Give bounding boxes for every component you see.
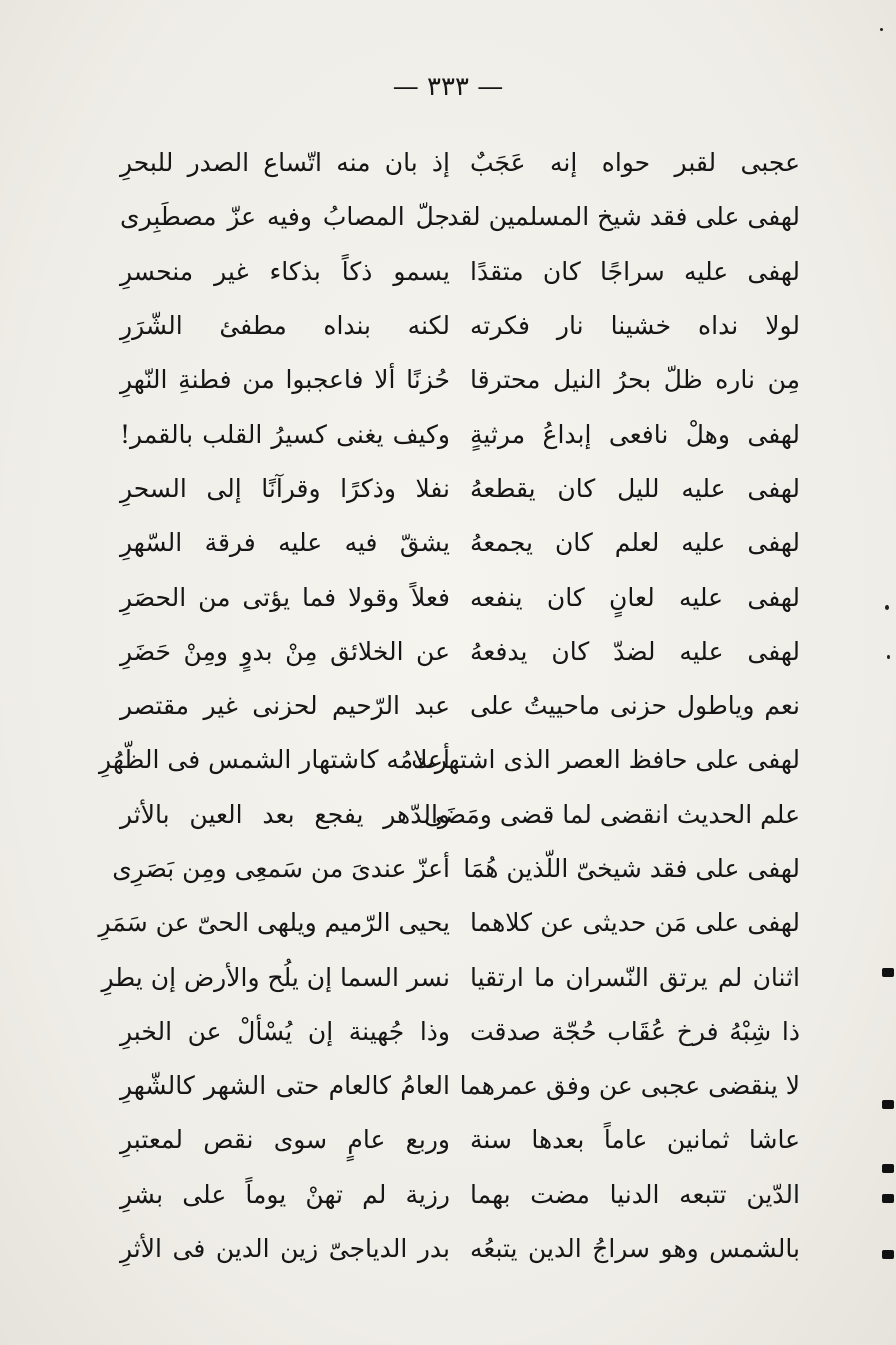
verse-first-hemistich: لا ينقضى عجبى عن وفق عمرهما <box>459 1071 800 1101</box>
verse-first-hemistich: لولا نداه خشينا نار فكرته <box>470 311 800 341</box>
verse-line <box>120 407 800 461</box>
verse-second-hemistich: بدر الدياجىّ زين الدين فى الأثرِ <box>120 1234 450 1264</box>
verse-second-hemistich: إذ بان منه اتّساع الصدر للبحرِ <box>120 148 450 178</box>
verse-second-hemistich: العامُ كالعام حتى الشهر كالشّهرِ <box>120 1071 450 1101</box>
verse-first-hemistich: لهفى على حافظ العصر الذى اشتهرت <box>411 745 800 775</box>
verse-first-hemistich: لهفى على مَن حديثى عن كلاهما <box>470 908 800 938</box>
verse-line <box>99 733 800 787</box>
verse-second-hemistich: لكنه بنداه مطفئ الشّرَرِ <box>120 311 450 341</box>
verse-line <box>120 570 800 624</box>
verse-first-hemistich: عاشا ثمانين عاماً بعدها سنة <box>470 1125 800 1155</box>
verse-line <box>120 516 800 570</box>
scan-edge-mark <box>882 1164 894 1173</box>
scan-speck <box>885 605 889 610</box>
verse-first-hemistich: لهفى على فقد شيخىّ اللّذين هُمَا <box>463 854 800 883</box>
verse-line <box>120 462 800 516</box>
scan-edge-mark <box>882 1100 894 1109</box>
verse-second-hemistich: أعزّ عندىَ من سَمعِى ومِن بَصَرِى <box>112 854 450 883</box>
verse-second-hemistich: حُزنًا ألا فاعجبوا من فطنةِ النّهرِ <box>120 365 450 395</box>
verse-second-hemistich: وكيف يغنى كسيرُ القلب بالقمر! <box>120 419 450 449</box>
verse-line <box>101 950 800 1004</box>
verse-second-hemistich: رزية لم تهنْ يوماً على بشرِ <box>120 1179 450 1209</box>
scan-speck <box>887 655 890 659</box>
verse-first-hemistich: لهفى عليه لليل كان يقطعهُ <box>470 473 800 503</box>
verse-first-hemistich: لهفى عليه لضدّ كان يدفعهُ <box>470 636 800 666</box>
scan-edge-mark <box>882 968 894 977</box>
verse-second-hemistich: يسمو ذكاً بذكاء غير منحسرِ <box>120 256 450 286</box>
verse-second-hemistich: يشقّ فيه عليه فرقة السّهرِ <box>120 528 450 558</box>
verse-second-hemistich: نفلا وذكرًا وقرآنًا إلى السحرِ <box>120 473 450 503</box>
verse-first-hemistich: لهفى عليه لعانٍ كان ينفعه <box>470 582 800 612</box>
scan-edge-mark <box>882 1194 894 1203</box>
verse-first-hemistich: الدّين تتبعه الدنيا مضت بهما <box>470 1179 800 1209</box>
verse-second-hemistich: يحيى الرّميم ويلهى الحىّ عن سَمَرِ <box>98 908 450 938</box>
verse-first-hemistich: مِن ناره ظلّ بحرُ النيل محترقا <box>470 365 800 395</box>
verse-first-hemistich: علم الحديث انقضى لما قضى ومَضَى <box>423 799 800 829</box>
verse-line <box>120 1222 800 1276</box>
verse-line <box>120 136 800 190</box>
scan-edge-mark <box>882 1250 894 1259</box>
verse-line <box>120 1059 800 1113</box>
verse-first-hemistich: لهفى عليه لعلم كان يجمعهُ <box>470 528 800 558</box>
verse-second-hemistich: والدّهر يفجع بعد العين بالأثر <box>120 799 450 829</box>
verse-second-hemistich: فعلاً وقولا فما يؤتى من الحصَرِ <box>120 582 450 612</box>
verse-first-hemistich: اثنان لم يرتق النّسران ما ارتقيا <box>470 962 800 992</box>
verse-second-hemistich: أعلامُه كاشتهار الشمس فى الظّهُرِ <box>99 745 450 775</box>
verse-line <box>120 1005 800 1059</box>
verse-line <box>120 299 800 353</box>
verse-second-hemistich: نسر السما إن يلُح والأرض إن يطرِ <box>101 962 450 992</box>
verse-first-hemistich: لهفى وهلْ نافعى إبداعُ مرثيةٍ <box>470 419 800 449</box>
verse-second-hemistich: وذا جُهينة إن يُسْألْ عن الخبرِ <box>120 1016 450 1046</box>
verse-second-hemistich: جلّ المصابُ وفيه عزّ مصطَبِرى <box>120 202 450 232</box>
verse-first-hemistich: بالشمس وهو سراجُ الدين يتبعُه <box>470 1234 800 1264</box>
verse-first-hemistich: عجبى لقبر حواه إنه عَجَبٌ <box>470 148 800 178</box>
verse-second-hemistich: وربع عامٍ سوى نقص لمعتبرِ <box>120 1125 450 1155</box>
verse-first-hemistich: لهفى على فقد شيخ المسلمين لقد <box>447 202 800 232</box>
verse-first-hemistich: ذا شِبْهُ فرخ عُقَاب حُجّة صدقت <box>470 1016 800 1046</box>
verse-line <box>120 625 800 679</box>
verse-first-hemistich: لهفى عليه سراجًا كان متقدًا <box>470 256 800 286</box>
verse-line <box>120 679 800 733</box>
verse-line <box>120 190 800 244</box>
verse-second-hemistich: عبد الرّحيم لحزنى غير مقتصر <box>120 691 450 721</box>
verse-line <box>120 1168 800 1222</box>
verse-line <box>120 245 800 299</box>
verse-line <box>112 842 800 896</box>
verse-line <box>120 353 800 407</box>
verse-line <box>98 896 800 950</box>
page-number: — ٣٣٣ — <box>392 72 504 102</box>
verse-first-hemistich: نعم وياطول حزنى ماحييتُ على <box>470 691 800 721</box>
poem-verses <box>98 136 800 1276</box>
verse-line <box>120 1113 800 1167</box>
verse-line <box>120 788 800 842</box>
scan-speck <box>880 28 883 31</box>
verse-second-hemistich: عن الخلائق مِنْ بدوٍ ومِنْ حَضَرِ <box>120 636 450 666</box>
